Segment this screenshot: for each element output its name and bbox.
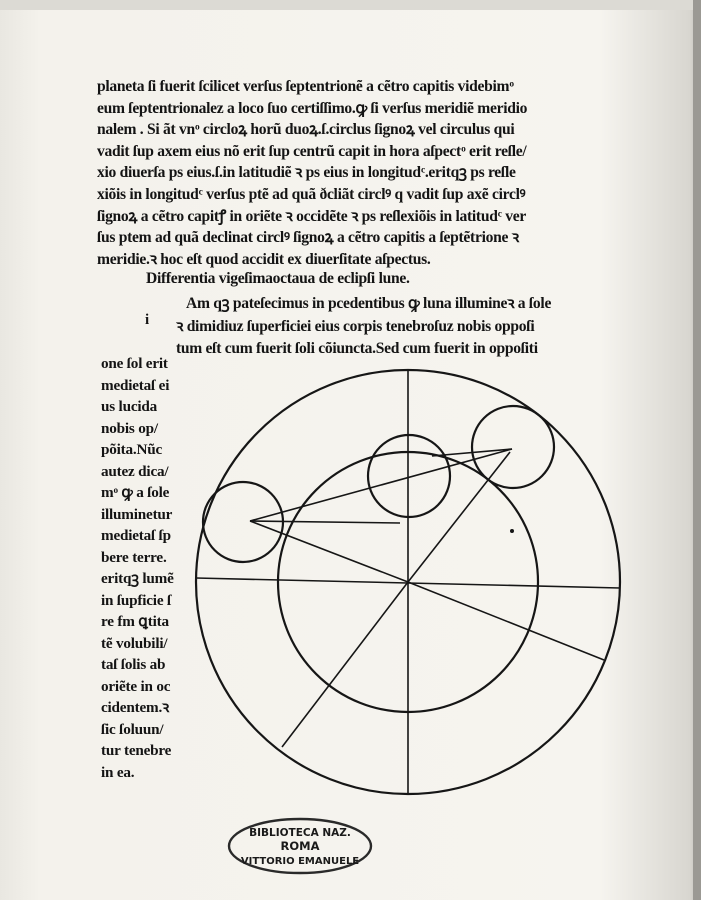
main-line: ſus ptem ad quã declinat circlꝰ ſignoꝝ a cẽtro capitis a ſeptẽtrione ꝛ bbox=[97, 229, 519, 247]
left-column-line: mͦ ꝙ a ſole bbox=[101, 484, 170, 501]
radial-line-lower-left bbox=[282, 582, 408, 747]
main-line: planeta ſi fuerit ſcilicet verſus ſeptentrionẽ a cẽtro capitis videbimͦ bbox=[97, 78, 514, 95]
chapter-line: ꝛ dimidiuz ſuperficiei eius corpis tenebroſuz nobis oppoſi bbox=[176, 317, 535, 335]
ray-line-upper bbox=[250, 449, 512, 521]
left-column-line: one ſol erit bbox=[101, 355, 168, 372]
main-line: vadit ſup axem eius nõ erit ſup centrũ capit in hora aſpectͦ erit reſle/ bbox=[97, 142, 527, 160]
main-line: ſignoꝝ a cẽtro capitꝭ in oriẽte ꝛ occidẽte ꝛ ps reſlexiõis in latitudͨ ver bbox=[97, 207, 526, 225]
left-column-line: nobis op/ bbox=[101, 419, 158, 437]
stamp-line-3: VITTORIO EMANUELE bbox=[240, 856, 360, 867]
ray-line-lower bbox=[250, 521, 400, 523]
diagram-dot bbox=[510, 529, 514, 533]
main-line: xiõis in longitudͨ verſus ptẽ ad quã ðcliãt circlꝰ q vadit ſup axẽ circlꝰ bbox=[97, 185, 526, 203]
left-column-line: medietaſ ſp bbox=[101, 527, 171, 544]
chapter-line: tum eſt cum fuerit ſoli cõiuncta.Sed cum fuerit in oppoſiti bbox=[176, 340, 538, 357]
left-column-line: ſic ſoluun/ bbox=[101, 720, 164, 738]
stamp-line-1: BIBLIOTECA NAZ. bbox=[249, 827, 351, 839]
left-column-line: tur tenebre bbox=[101, 742, 172, 759]
left-column-line: illuminetur bbox=[101, 505, 173, 523]
left-column-line: re fm ꝗtita bbox=[101, 613, 169, 630]
left-column-line: medietaſ ei bbox=[101, 376, 170, 394]
moon-circle-middle bbox=[368, 435, 450, 517]
moon-circle-right bbox=[472, 406, 554, 488]
left-column-line: autez dica/ bbox=[101, 462, 169, 480]
library-stamp bbox=[225, 815, 375, 877]
left-column-line: põita.Nũc bbox=[101, 441, 163, 458]
main-line: nalem . Si ãt vnͦ circlоꝝ horũ duoꝝ.ſ.circlus ſignoꝝ vel circulus qui bbox=[97, 121, 515, 139]
marginal-letter: i bbox=[145, 312, 150, 328]
left-column-line: us lucida bbox=[101, 398, 158, 415]
chapter-line: Am qꝫ pateſecimus in pcedentibus ꝙ luna illumineꝛ a ſole bbox=[186, 295, 552, 312]
chapter-heading: Differentia vigeſimaoctaua de eclipſi lune. bbox=[146, 270, 410, 287]
main-line: xio diuerſa ps eius.ſ.in latitudiẽ ꝛ ps eius in longitudͨ.eritqꝫ ps reſle bbox=[97, 164, 516, 182]
radial-line-left bbox=[250, 521, 408, 582]
radial-line-upper-right bbox=[408, 452, 510, 582]
left-column-line: tẽ volubili/ bbox=[101, 634, 168, 652]
main-line: eum ſeptentrionalez a loco ſuo certiſſimo.ꝙ ſi verſus meridiẽ meridio bbox=[97, 99, 528, 117]
left-column-line: taſ ſolis ab bbox=[101, 656, 166, 673]
left-column-line: oriẽte in oc bbox=[101, 677, 171, 695]
left-column-line: in ſupficie ſ bbox=[101, 591, 171, 609]
radial-line-lower-right bbox=[408, 582, 604, 660]
left-column-line: in ea. bbox=[101, 763, 135, 781]
left-column-line: cidentem.ꝛ bbox=[101, 699, 170, 716]
left-column-line: eritqꝫ lumẽ bbox=[101, 570, 174, 587]
left-column-line: bere terre. bbox=[101, 548, 167, 566]
stamp-line-2: ROMA bbox=[280, 839, 320, 853]
main-line: meridie.ꝛ hoc eſt quod accidit ex diuerſitate aſpectus. bbox=[97, 250, 431, 268]
